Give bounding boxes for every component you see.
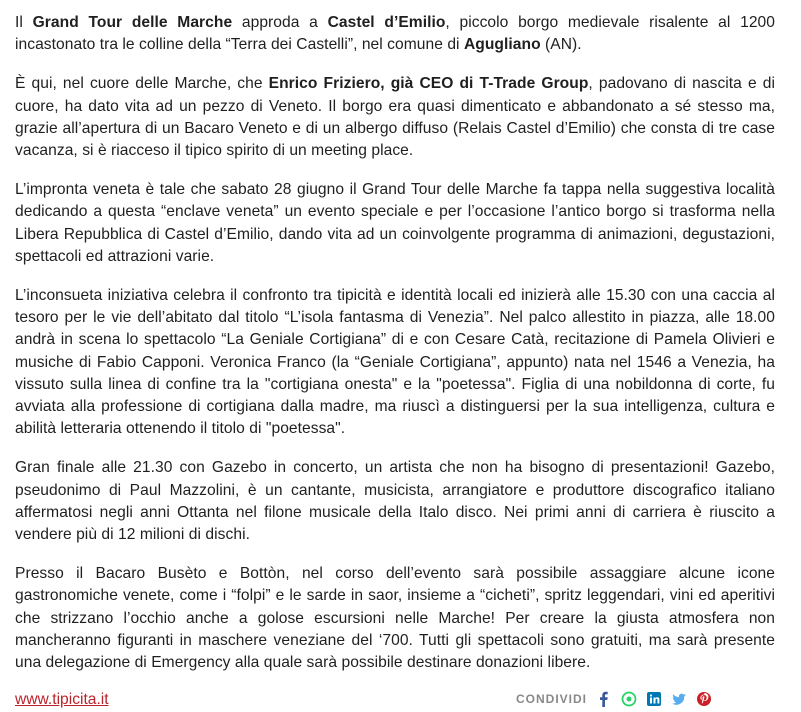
paragraph-intro: Il Grand Tour delle Marche approda a Castel d’Emilio, piccolo borgo medievale risalente al 1200 incastonato tra le colline della “Terra dei Castelli”, nel comune di Agugliano (AN). <box>15 14 775 54</box>
twitter-icon[interactable] <box>671 691 687 707</box>
paragraph-founder: È qui, nel cuore delle Marche, che Enrico Friziero, già CEO di T-Trade Group, padovano di nascita e di cuore, ha dato vita ad un pezzo di Veneto. Il borgo era quasi dimenticato e abbandonato a sé stesso ma, grazie all’apertura di un Bacaro Veneto e di un albergo diffuso (Relais Castel d’Emilio) che consta di tre case vacanza, si è riacceso il tipico spirito di un meeting place. <box>15 75 776 160</box>
share-bar <box>516 691 712 707</box>
bold-town-name: Agugliano <box>463 36 541 54</box>
paragraph-event: L’impronta veneta è tale che sabato 28 giugno il Grand Tour delle Marche fa tappa nella suggestiva località dedicando a questa “enclave veneta” un evento speciale e per l’occasione l’antico borgo si trasforma nella Libera Repubblica di Castel d’Emilio, dando vita ad un coinvolgente programma di animazioni, degustazioni, spettacoli ed attrazioni varie. <box>15 181 775 265</box>
bold-place-name: Castel d’Emilio <box>327 14 446 31</box>
paragraph-food: Presso il Bacaro Busèto e Bottòn, nel corso dell’evento sarà possibile assaggiare alcune icone gastronomiche venete, come i “folpi” e le sarde in saor, insieme a “cicheti”, spritz leggendari, vini ed aperitivi che strizzano l’occhio anche a golose escursioni nelle Marche! Per creare la giusta atmosfera non mancheranno figuranti in maschere veneziane del ‘700. Tutti gli spettacoli sono gratuiti, ma sarà presente una delegazione di Emergency alla quale sarà possibile destinare donazioni libere. <box>15 565 775 672</box>
paragraph-concert: Gran finale alle 21.30 con Gazebo in concerto, un artista che non ha bisogno di presentazioni! Gazebo, pseudonimo di Paul Mazzolini, è un cantante, musicista, arrangiatore e produttore discografico italiano affermatosi negli anni Ottanta nel filone musicale della Italo disco. Nei primi anni di carriera è riuscito a vendere più di 12 milioni di dischi. <box>15 459 775 544</box>
paragraph-program: L’inconsueta iniziativa celebra il confronto tra tipicità e identità locali ed inizierà alle 15.30 con una caccia al tesoro per le vie dell’abitato dal titolo “L’isola fantasma di Venezia”. Nel palco allestito in piazza, alle 18.00 andrà in scena lo spettacolo “La Geniale Cortigiana” di e con Cesare Catà, recitazione di Pamela Olivieri e musiche di Fabio Capponi. Veronica Franco (la “Geniale Cortigiana”, appunto) nata nel 1546 a Venezia, ha vissuto sulla linea di confine tra la "cortigiana onesta" e la "poetessa". Figlia di una nobildonna di corte, fu avviata alla professione di cortigiana dalla madre, ma riuscì a distinguersi per la sua intelligenza, cultura e abilità letteraria ottenendo il titolo di "poetessa". <box>15 287 775 438</box>
linkedin-icon[interactable] <box>646 691 662 707</box>
bold-event-name: Grand Tour delle Marche <box>32 14 233 31</box>
whatsapp-icon[interactable] <box>621 691 637 707</box>
bold-founder-name: Enrico Friziero, già CEO di T-Trade Group <box>268 75 589 93</box>
article-body <box>15 12 775 709</box>
facebook-icon[interactable] <box>596 691 612 707</box>
source-link[interactable]: www.tipicita.it <box>15 691 109 709</box>
share-label: CONDIVIDI <box>516 692 588 706</box>
pinterest-icon[interactable] <box>696 691 712 707</box>
